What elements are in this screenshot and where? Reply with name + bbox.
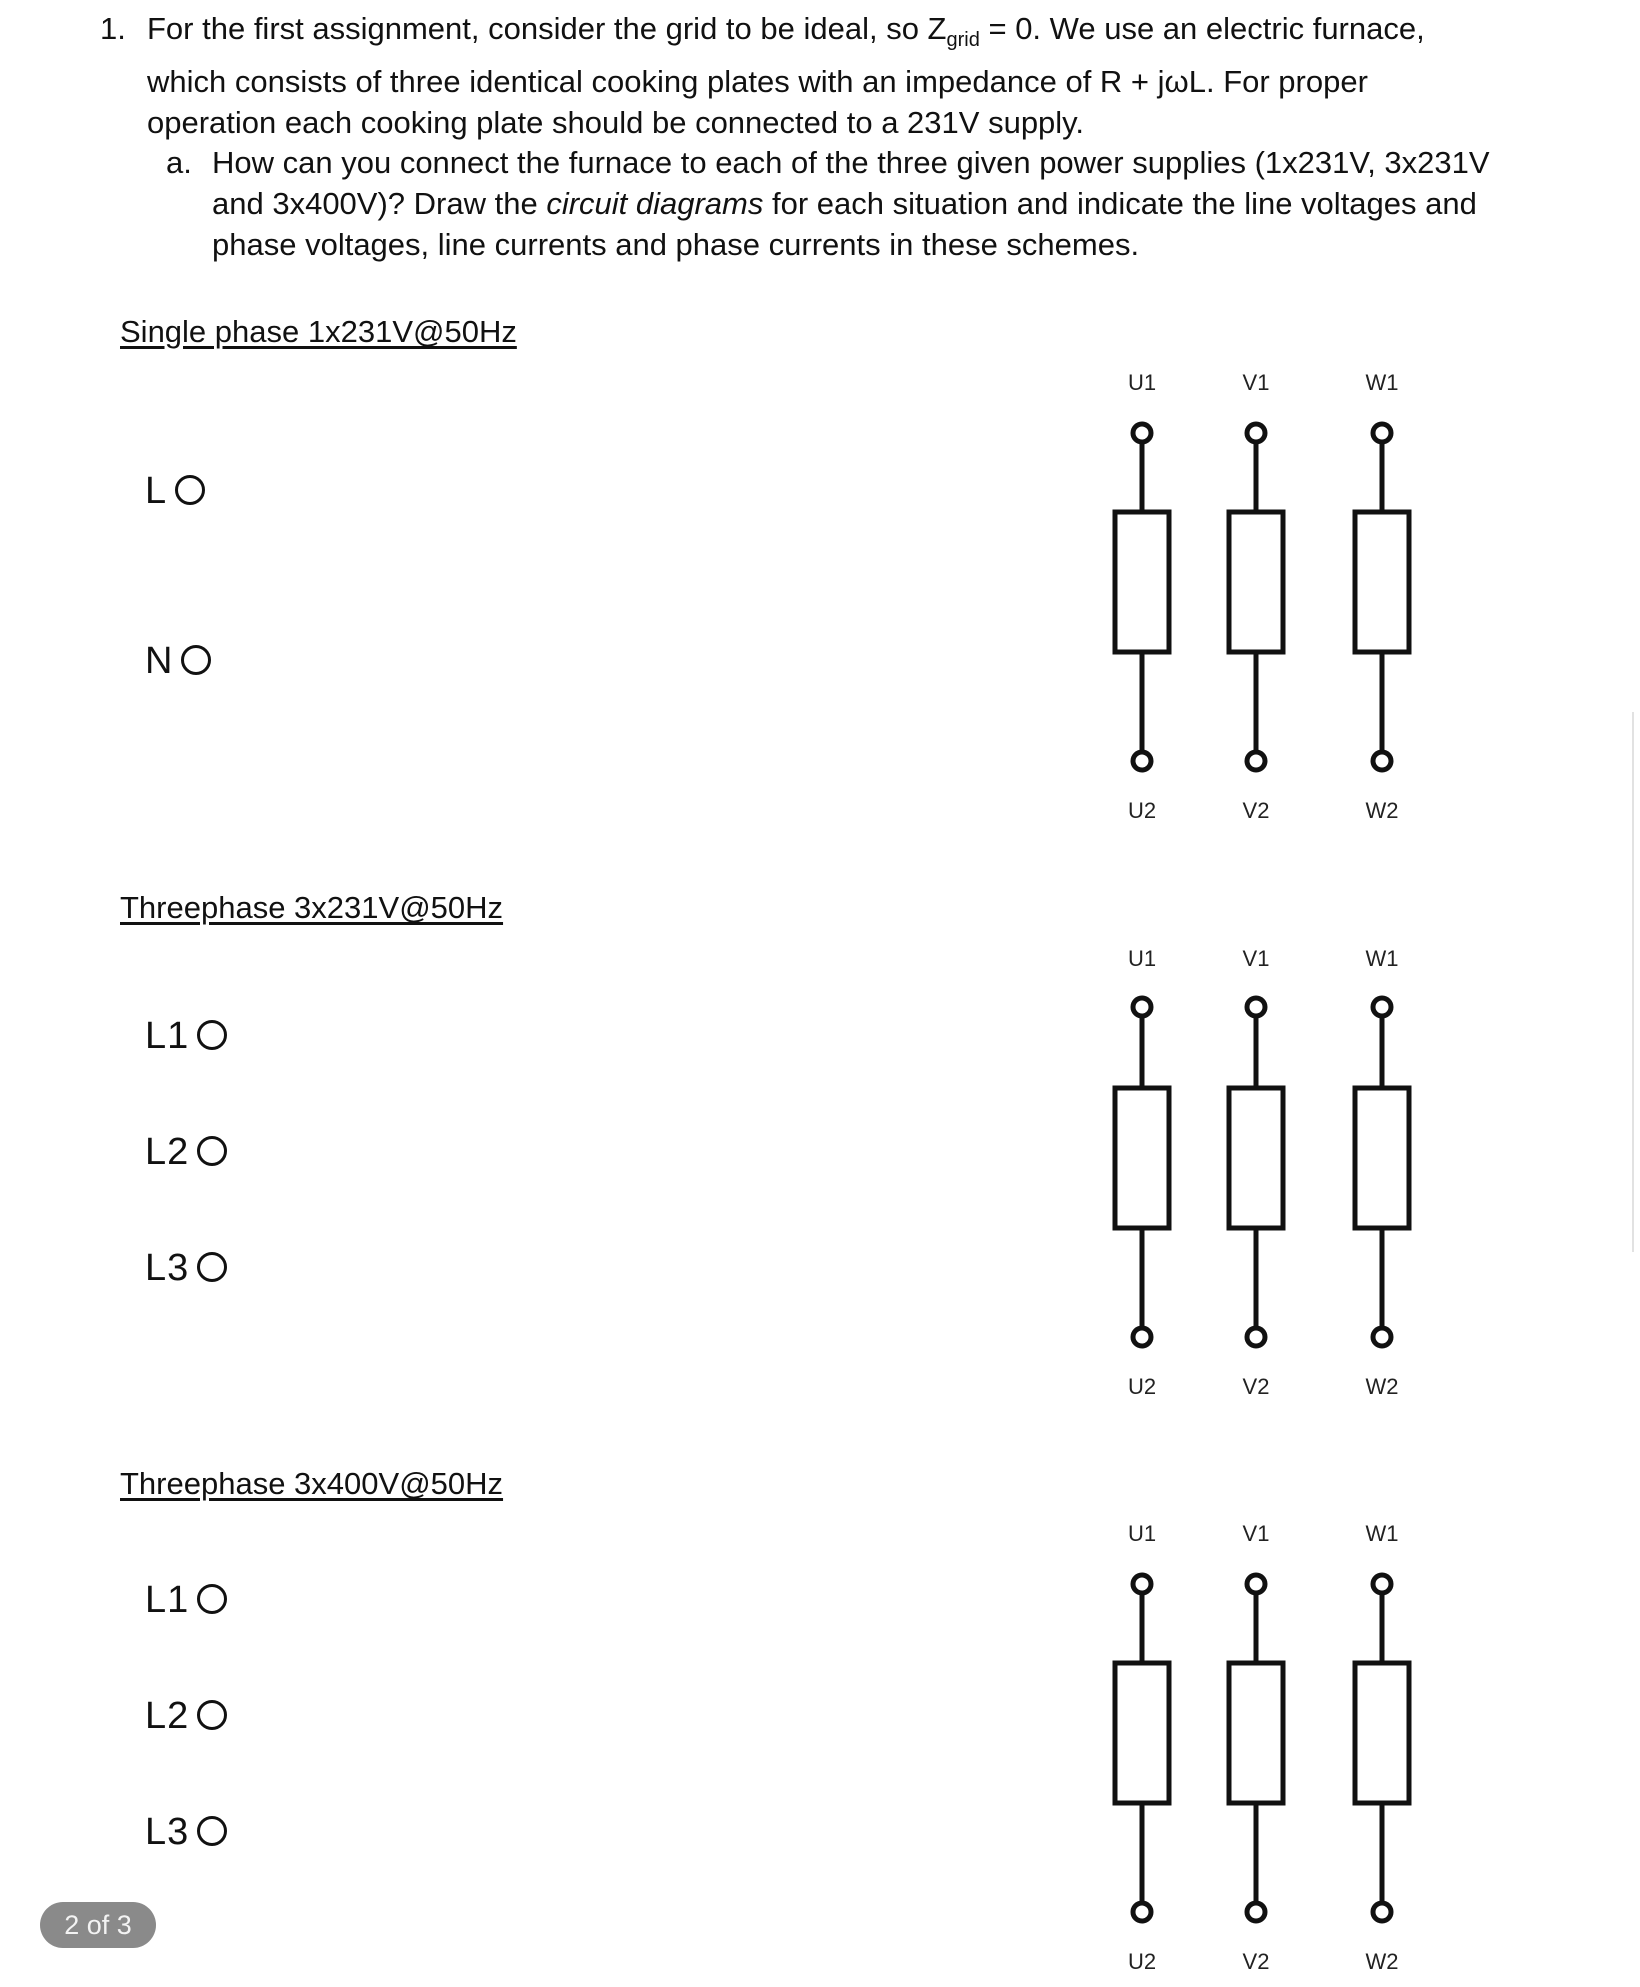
label-W2: W2 <box>1365 1949 1399 1974</box>
label-W2: W2 <box>1365 798 1399 823</box>
plates-svg <box>1090 1516 1440 1976</box>
terminal-circle-icon <box>197 1700 227 1730</box>
terminal-L1: L1 <box>145 1015 227 1058</box>
plates-svg <box>1090 941 1440 1401</box>
question-1 <box>100 8 1480 143</box>
label-V2: V2 <box>1242 798 1270 823</box>
terminal-L3: L3 <box>145 1811 227 1854</box>
page-indicator-badge[interactable]: 2 of 3 <box>40 1902 156 1948</box>
label-U1: U1 <box>1127 1521 1157 1546</box>
terminal-L1: L1 <box>145 1579 227 1622</box>
cooking-plates-diagram-3 <box>1090 1516 1440 1976</box>
section-title-threephase-400: Threephase 3x400V@50Hz <box>120 1466 504 1501</box>
label-W1: W1 <box>1365 1521 1399 1546</box>
terminal-L2: L2 <box>145 1695 227 1738</box>
label-U1: U1 <box>1127 946 1157 971</box>
label-V2: V2 <box>1242 1374 1270 1399</box>
question-number: 1. <box>100 11 126 46</box>
scrollbar-track[interactable] <box>1632 712 1634 1252</box>
label-V1: V1 <box>1242 1521 1270 1546</box>
terminal-L3: L3 <box>145 1247 227 1290</box>
label-W1: W1 <box>1365 370 1399 395</box>
label-V1: V1 <box>1242 946 1270 971</box>
section-title-single-phase: Single phase 1x231V@50Hz <box>120 314 517 349</box>
terminal-circle-icon <box>181 645 211 675</box>
label-U2: U2 <box>1127 1374 1157 1399</box>
terminal-L: L <box>145 470 205 513</box>
question-text: For the first assignment, consider the grid to be ideal, so $Z_{grid} = 0$. We use an electric furnace, which consists of three identical cooking plates with an impedance of R + jωL. For proper operation each cooking plate should be connected to a 231V supply. <box>147 11 1425 141</box>
terminal-circle-icon <box>197 1816 227 1846</box>
terminal-circle-icon <box>197 1584 227 1614</box>
subquestion-a <box>166 142 1496 265</box>
cooking-plates-diagram-1 <box>1090 365 1440 825</box>
terminal-circle-icon <box>175 475 205 505</box>
terminal-circle-icon <box>197 1252 227 1282</box>
label-U2: U2 <box>1127 798 1157 823</box>
subquestion-letter: a. <box>166 145 192 180</box>
terminal-N: N <box>145 640 211 683</box>
terminal-circle-icon <box>197 1136 227 1166</box>
label-W1: W1 <box>1365 946 1399 971</box>
cooking-plates-diagram-2 <box>1090 941 1440 1401</box>
subquestion-text: How can you connect the furnace to each of the three given power supplies (1x231V, 3x231V and 3x400V)? Draw the circuit diagrams for each situation and indicate the line voltages and phase voltages, line currents and phase currents in these schemes. <box>212 145 1490 262</box>
label-V2: V2 <box>1242 1949 1270 1974</box>
label-U1: U1 <box>1127 370 1157 395</box>
label-U2: U2 <box>1127 1949 1157 1974</box>
terminal-L2: L2 <box>145 1131 227 1174</box>
plates-svg <box>1090 365 1440 825</box>
terminal-circle-icon <box>197 1020 227 1050</box>
section-title-threephase-231: Threephase 3x231V@50Hz <box>120 890 504 925</box>
label-W2: W2 <box>1365 1374 1399 1399</box>
label-V1: V1 <box>1242 370 1270 395</box>
